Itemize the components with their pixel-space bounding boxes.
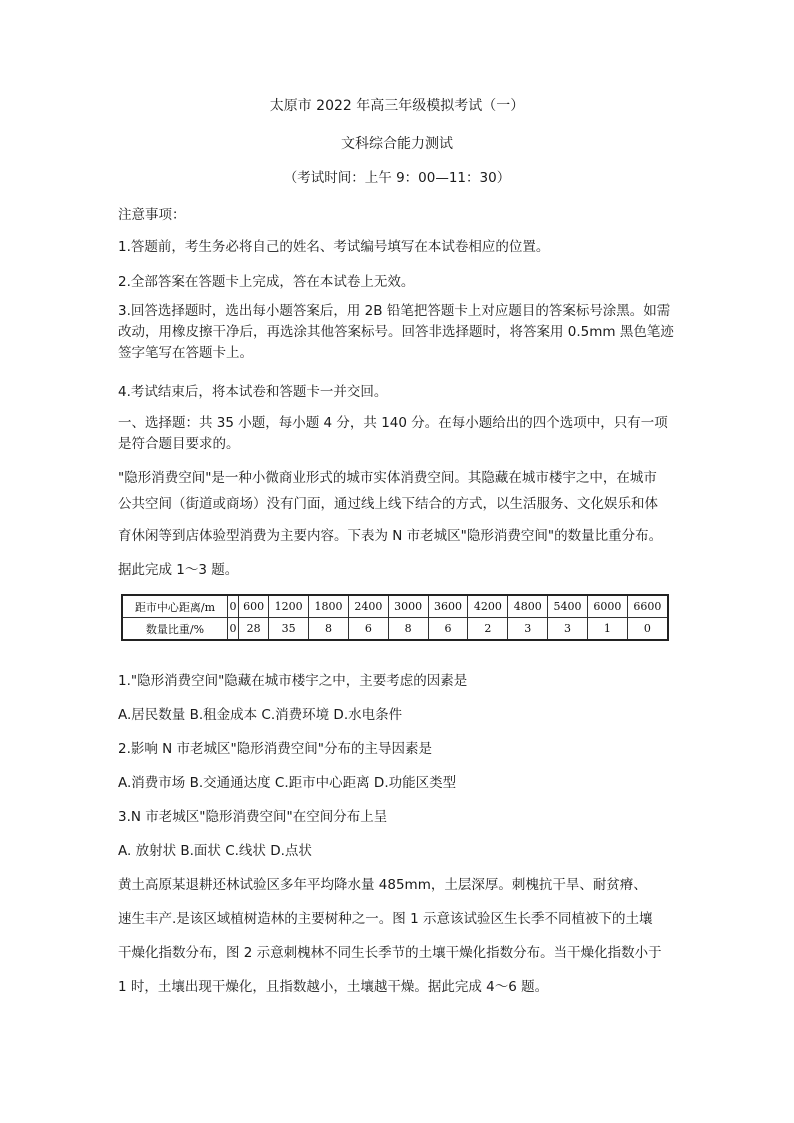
table-cell: 35: [269, 618, 309, 641]
table-cell: 0: [228, 618, 239, 641]
distance-share-table: [121, 594, 669, 641]
table-cell: 600: [238, 595, 268, 618]
passage2-line-2: 速生丰产.是该区域植树造林的主要树种之一。图 1 示意该试验区生长季不同植被下的土壤: [118, 911, 653, 927]
exam-subtitle: 文科综合能力测试: [341, 136, 453, 152]
passage2-line-3: 干燥化指数分布，图 2 示意刺槐林不同生长季节的土壤干燥化指数分布。当干燥化指数小于: [118, 945, 662, 961]
question-1: 1."隐形消费空间"隐藏在城市楼宇之中，主要考虑的因素是: [118, 673, 468, 689]
passage2-line-1: 黄土高原某退耕还林试验区多年平均降水量 485mm，土层深厚。刺槐抗干旱、耐贫瘠、: [118, 877, 647, 893]
notice-heading: 注意事项：: [118, 207, 186, 223]
notice-item-2: 2.全部答案在答题卡上完成，答在本试卷上无效。: [118, 274, 415, 290]
passage1-line-4: 据此完成 1～3 题。: [118, 562, 239, 578]
table-cell: 6: [428, 618, 468, 641]
section-intro: 一、选择题：共 35 小题，每小题 4 分，共 140 分。在每小题给出的四个选项中，只有一项是符合题目要求的。: [118, 415, 668, 452]
passage1-line-1: "隐形消费空间"是一种小微商业形式的城市实体消费空间。其隐藏在城市楼宇之中，在城市: [118, 470, 657, 486]
table-cell: 1200: [269, 595, 309, 618]
notice-item-4: 4.考试结束后，将本试卷和答题卡一并交回。: [118, 384, 388, 400]
question-2: 2.影响 N 市老城区"隐形消费空间"分布的主导因素是: [118, 741, 432, 757]
table-cell: 28: [238, 618, 268, 641]
table-row: [122, 618, 668, 641]
table-cell: 2: [468, 618, 508, 641]
exam-title: 太原市 2022 年高三年级模拟考试（一）: [269, 98, 525, 114]
table-cell: 1800: [309, 595, 349, 618]
passage1-line-3: 育休闲等到店体验型消费为主要内容。下表为 N 市老城区"隐形消费空间"的数量比重分布。: [118, 528, 663, 544]
question-1-options: A.居民数量 B.租金成本 C.消费环境 D.水电条件: [118, 707, 403, 723]
table-row-label: 距市中心距离/m: [122, 595, 228, 618]
table-cell: 6600: [627, 595, 668, 618]
table-cell: 4200: [468, 595, 508, 618]
passage1-line-2: 公共空间（街道或商场）没有门面，通过线上线下结合的方式，以生活服务、文化娱乐和体: [118, 496, 658, 512]
table-cell: 3: [508, 618, 548, 641]
table-cell: 5400: [548, 595, 588, 618]
table-cell: 4800: [508, 595, 548, 618]
table-cell: 3600: [428, 595, 468, 618]
exam-time: （考试时间：上午 9：00—11：30）: [283, 170, 511, 186]
question-2-options: A.消费市场 B.交通通达度 C.距市中心距离 D.功能区类型: [118, 775, 457, 791]
table-cell: 6: [348, 618, 388, 641]
table-cell: 2400: [348, 595, 388, 618]
table-cell: 0: [627, 618, 668, 641]
question-3: 3.N 市老城区"隐形消费空间"在空间分布上呈: [118, 809, 388, 825]
table-cell: 3: [548, 618, 588, 641]
notice-item-3: 3.回答选择题时，选出每小题答案后，用 2B 铅笔把答题卡上对应题目的答案标号涂黑。如需改动，用橡皮擦干净后，再选涂其他答案标号。回答非选择题时，将答案用 0.5mm 黑色笔迹签字笔写在答题卡上。: [118, 303, 674, 361]
table-cell: 6000: [587, 595, 627, 618]
passage2-line-4: 1 时，土壤出现干燥化，且指数越小，土壤越干燥。据此完成 4～6 题。: [118, 979, 549, 995]
table-cell: 8: [388, 618, 428, 641]
table-cell: 3000: [388, 595, 428, 618]
question-3-options: A. 放射状 B.面状 C.线状 D.点状: [118, 843, 312, 859]
table-cell: 1: [587, 618, 627, 641]
table-cell: 0: [228, 595, 239, 618]
notice-item-1: 1.答题前，考生务必将自己的姓名、考试编号填写在本试卷相应的位置。: [118, 239, 550, 255]
table-row: [122, 595, 668, 618]
table-cell: 8: [309, 618, 349, 641]
table-row-label: 数量比重/%: [122, 618, 228, 641]
